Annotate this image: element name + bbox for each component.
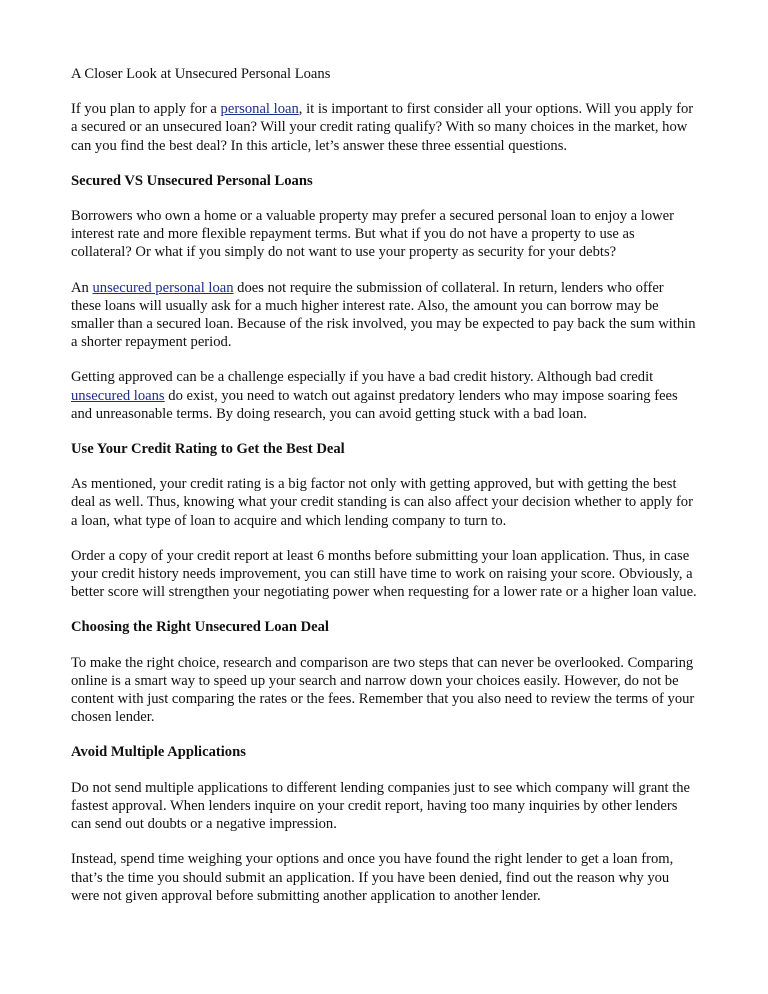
unsecured-loans-link[interactable]: unsecured loans <box>71 387 165 404</box>
intro-text-before: If you plan to apply for a <box>71 101 221 118</box>
heading-avoid-multiple: Avoid Multiple Applications <box>71 744 246 761</box>
paragraph-do-not-send: Do not send multiple applications to different lending companies just to see which company will grant the fastest approval. When lenders inquire on your credit report, having too many inquiries by other lenders can send out doubts or a negative impression. <box>71 779 691 833</box>
paragraph-borrowers: Borrowers who own a home or a valuable property may prefer a secured personal loan to enjoy a lower interest rate and more flexible repayment terms. But what if you do not have a property to use as collateral? Or what if you simply do not want to use your property as security for your debts? <box>71 208 674 261</box>
paragraph-order-report: Order a copy of your credit report at least 6 months before submitting your loan application. Thus, in case your credit history needs improvement, you can still have time to work on raising your score. Obviously, a better score will strengthen your negotiating power when requesting for a lower rate or a higher loan value. <box>71 547 697 601</box>
heading-choosing-right-deal: Choosing the Right Unsecured Loan Deal <box>71 619 329 636</box>
paragraph-instead: Instead, spend time weighing your options and once you have found the right lender to get a loan from, that’s the time you should submit an application. If you have been denied, find out the reason why you were not given approval before submitting another application to another lender. <box>71 851 674 904</box>
unsecured-personal-loan-link[interactable]: unsecured personal loan <box>92 279 234 296</box>
p2-text-after: does not require the submission of collateral. In return, lenders who offer these loans will usually ask for a much higher interest rate. Also, the amount you can borrow may be smaller than a secured loan. Because of the risk involved, you may be expected to pay back the sum within a shorter repayment period. <box>71 279 696 351</box>
personal-loan-link[interactable]: personal loan <box>220 101 299 118</box>
p3-text-after: do exist, you need to watch out against predatory lenders who may impose soaring fees and unreasonable terms. By doing research, you can avoid getting stuck with a bad loan. <box>71 387 678 422</box>
heading-credit-rating: Use Your Credit Rating to Get the Best Deal <box>71 441 345 458</box>
document-page <box>71 65 697 905</box>
paragraph-getting-approved <box>71 368 697 423</box>
p2-text-before: An <box>71 279 93 296</box>
paragraph-right-choice: To make the right choice, research and comparison are two steps that can never be overlooked. Comparing online is a smart way to speed up your search and narrow down your choices easily. However, do not be content with just comparing the rates or the fees. Remember that you also need to review the terms of your chosen lender. <box>71 654 695 726</box>
paragraph-as-mentioned: As mentioned, your credit rating is a big factor not only with getting approved, but with getting the best deal as well. Thus, knowing what your credit standing is can also affect your decision whether to apply for a loan, what type of loan to acquire and which lending company to turn to. <box>71 476 693 529</box>
intro-paragraph <box>71 100 697 155</box>
p3-text-before: Getting approved can be a challenge especially if you have a bad credit history. Although bad credit <box>71 369 654 386</box>
paragraph-unsecured-loan <box>71 279 697 352</box>
document-title: A Closer Look at Unsecured Personal Loans <box>71 66 331 82</box>
heading-secured-vs-unsecured: Secured VS Unsecured Personal Loans <box>71 172 313 189</box>
intro-text-after: , it is important to first consider all your options. Will you apply for a secured or an unsecured loan? Will your credit rating qualify? With so many choices in the market, how can you find the best deal? In this article, let’s answer these three essential questions. <box>71 101 694 154</box>
